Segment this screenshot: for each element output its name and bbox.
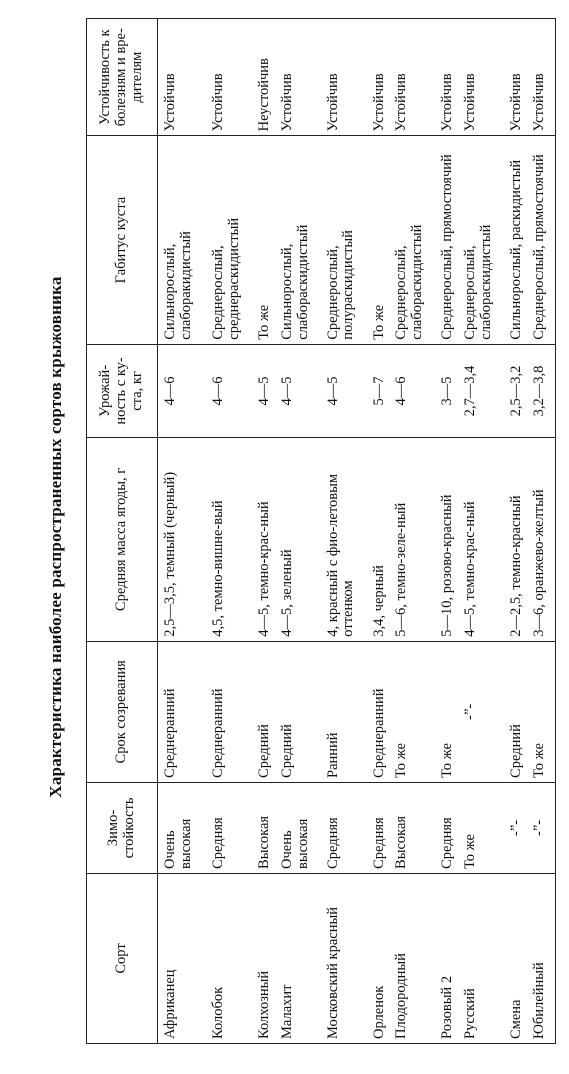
header-winter-hardiness: Зимо-стойкость (87, 782, 158, 873)
cell-variety: Розовый 2 (440, 873, 463, 1043)
cell-yield: 3—5 (440, 344, 463, 437)
cell-yield: 3,2—3,8 (532, 344, 556, 437)
cell-variety: Юбилейный (532, 873, 556, 1043)
cell-variety: Колхозный (257, 873, 280, 1043)
cell-bush-habit: Сильнорослый, слаборакидистый (158, 136, 212, 344)
table-row (372, 19, 395, 1044)
table-row (394, 19, 440, 1044)
cell-berry-mass: 2,5—3,5, темный (черный) (158, 438, 212, 642)
cell-resistance: Устойчив (158, 19, 212, 136)
cell-yield: 4—6 (158, 344, 212, 437)
cell-winter-hardiness: Средняя (211, 782, 257, 873)
table-title: Характеристика наиболее распространенных сортов крыжовника (46, 276, 65, 798)
cell-bush-habit: Среднерослый, слабораскидистый (463, 136, 509, 344)
cell-ripening: То же (394, 641, 440, 782)
header-yield: Урожай-ность с ку-ста, кг (87, 344, 158, 437)
cell-resistance: Неустойчив (257, 19, 280, 136)
cell-ripening: Средний (257, 641, 280, 782)
cell-winter-hardiness: Высокая (257, 782, 280, 873)
cell-ripening: То же (532, 641, 556, 782)
header-ripening-period: Срок созревания (87, 641, 158, 782)
cell-winter-hardiness: -”- (532, 782, 556, 873)
cell-bush-habit: Среднерослый, полураскидистый (326, 136, 372, 344)
cell-winter-hardiness: Средняя (372, 782, 395, 873)
cell-winter-hardiness: -”- (509, 782, 532, 873)
cell-resistance: Устойчив (440, 19, 463, 136)
cell-winter-hardiness: Средняя (326, 782, 372, 873)
cell-berry-mass: 3,4, черный (372, 438, 395, 642)
varieties-table (86, 18, 556, 1044)
cell-ripening: То же (440, 641, 463, 782)
cell-bush-habit: Сильнорослый, раскидистый (509, 136, 532, 344)
table-row (280, 19, 326, 1044)
cell-bush-habit: То же (372, 136, 395, 344)
cell-yield: 2,5—3,2 (509, 344, 532, 437)
cell-ripening: Среднеранний (211, 641, 257, 782)
table-row (211, 19, 257, 1044)
cell-resistance: Устойчив (326, 19, 372, 136)
cell-resistance: Устойчив (532, 19, 556, 136)
cell-bush-habit: Среднерослый, прямостоячий (532, 136, 556, 344)
table-row (532, 19, 556, 1044)
cell-variety: Московский красный (326, 873, 372, 1043)
cell-bush-habit: Сильнорослый, слабораскидистый (280, 136, 326, 344)
cell-yield: 4—5 (326, 344, 372, 437)
cell-yield: 2,7—3,4 (463, 344, 509, 437)
cell-winter-hardiness: Средняя (440, 782, 463, 873)
header-row (87, 19, 158, 1044)
cell-variety: Русский (463, 873, 509, 1043)
cell-winter-hardiness: Очень высокая (280, 782, 326, 873)
cell-yield: 5—7 (372, 344, 395, 437)
header-variety: Сорт (87, 873, 158, 1043)
header-bush-habit: Габитус куста (87, 136, 158, 344)
cell-berry-mass: 2—2,5, темно-красный (509, 438, 532, 642)
cell-winter-hardiness: Высокая (394, 782, 440, 873)
cell-bush-habit: То же (257, 136, 280, 344)
cell-bush-habit: Среднерослый, слабораскидистый (394, 136, 440, 344)
cell-berry-mass: 4—5, темно-крас-ный (463, 438, 509, 642)
cell-berry-mass: 5—10, розово-красный (440, 438, 463, 642)
cell-variety: Орленок (372, 873, 395, 1043)
cell-yield: 4—5 (280, 344, 326, 437)
cell-variety: Африканец (158, 873, 212, 1043)
cell-ripening: -”- (463, 641, 509, 782)
cell-resistance: Устойчив (509, 19, 532, 136)
cell-variety: Колобок (211, 873, 257, 1043)
cell-berry-mass: 4, красный с фио-летовым оттенком (326, 438, 372, 642)
cell-winter-hardiness: Очень высокая (158, 782, 212, 873)
cell-yield: 4—6 (394, 344, 440, 437)
cell-resistance: Устойчив (280, 19, 326, 136)
cell-berry-mass: 4,5, темно-вишне-вый (211, 438, 257, 642)
header-resistance: Устойчивость к болезням и вре-дителям (87, 19, 158, 136)
cell-yield: 4—6 (211, 344, 257, 437)
header-berry-mass: Средняя масса ягоды, г (87, 438, 158, 642)
cell-variety: Малахит (280, 873, 326, 1043)
cell-winter-hardiness: То же (463, 782, 509, 873)
cell-berry-mass: 4—5, темно-крас-ный (257, 438, 280, 642)
cell-resistance: Устойчив (394, 19, 440, 136)
cell-resistance: Устойчив (211, 19, 257, 136)
table-row (509, 19, 532, 1044)
cell-ripening: Ранний (326, 641, 372, 782)
cell-resistance: Устойчив (463, 19, 509, 136)
table-row (158, 19, 212, 1044)
cell-bush-habit: Среднерослый, прямостоячий (440, 136, 463, 344)
cell-berry-mass: 3—6, оранжево-желтый (532, 438, 556, 642)
cell-variety: Смена (509, 873, 532, 1043)
cell-resistance: Устойчив (372, 19, 395, 136)
cell-ripening: Среднеранний (158, 641, 212, 782)
table-row (326, 19, 372, 1044)
cell-bush-habit: Среднерослый, среднераскидистый (211, 136, 257, 344)
cell-ripening: Среднеранний (372, 641, 395, 782)
cell-variety: Плодородный (394, 873, 440, 1043)
cell-yield: 4—5 (257, 344, 280, 437)
cell-berry-mass: 5—6, темно-зеле-ный (394, 438, 440, 642)
cell-berry-mass: 4—5, зеленый (280, 438, 326, 642)
cell-ripening: Средний (280, 641, 326, 782)
table-row (257, 19, 280, 1044)
cell-ripening: Средний (509, 641, 532, 782)
table-row (463, 19, 509, 1044)
table-row (440, 19, 463, 1044)
